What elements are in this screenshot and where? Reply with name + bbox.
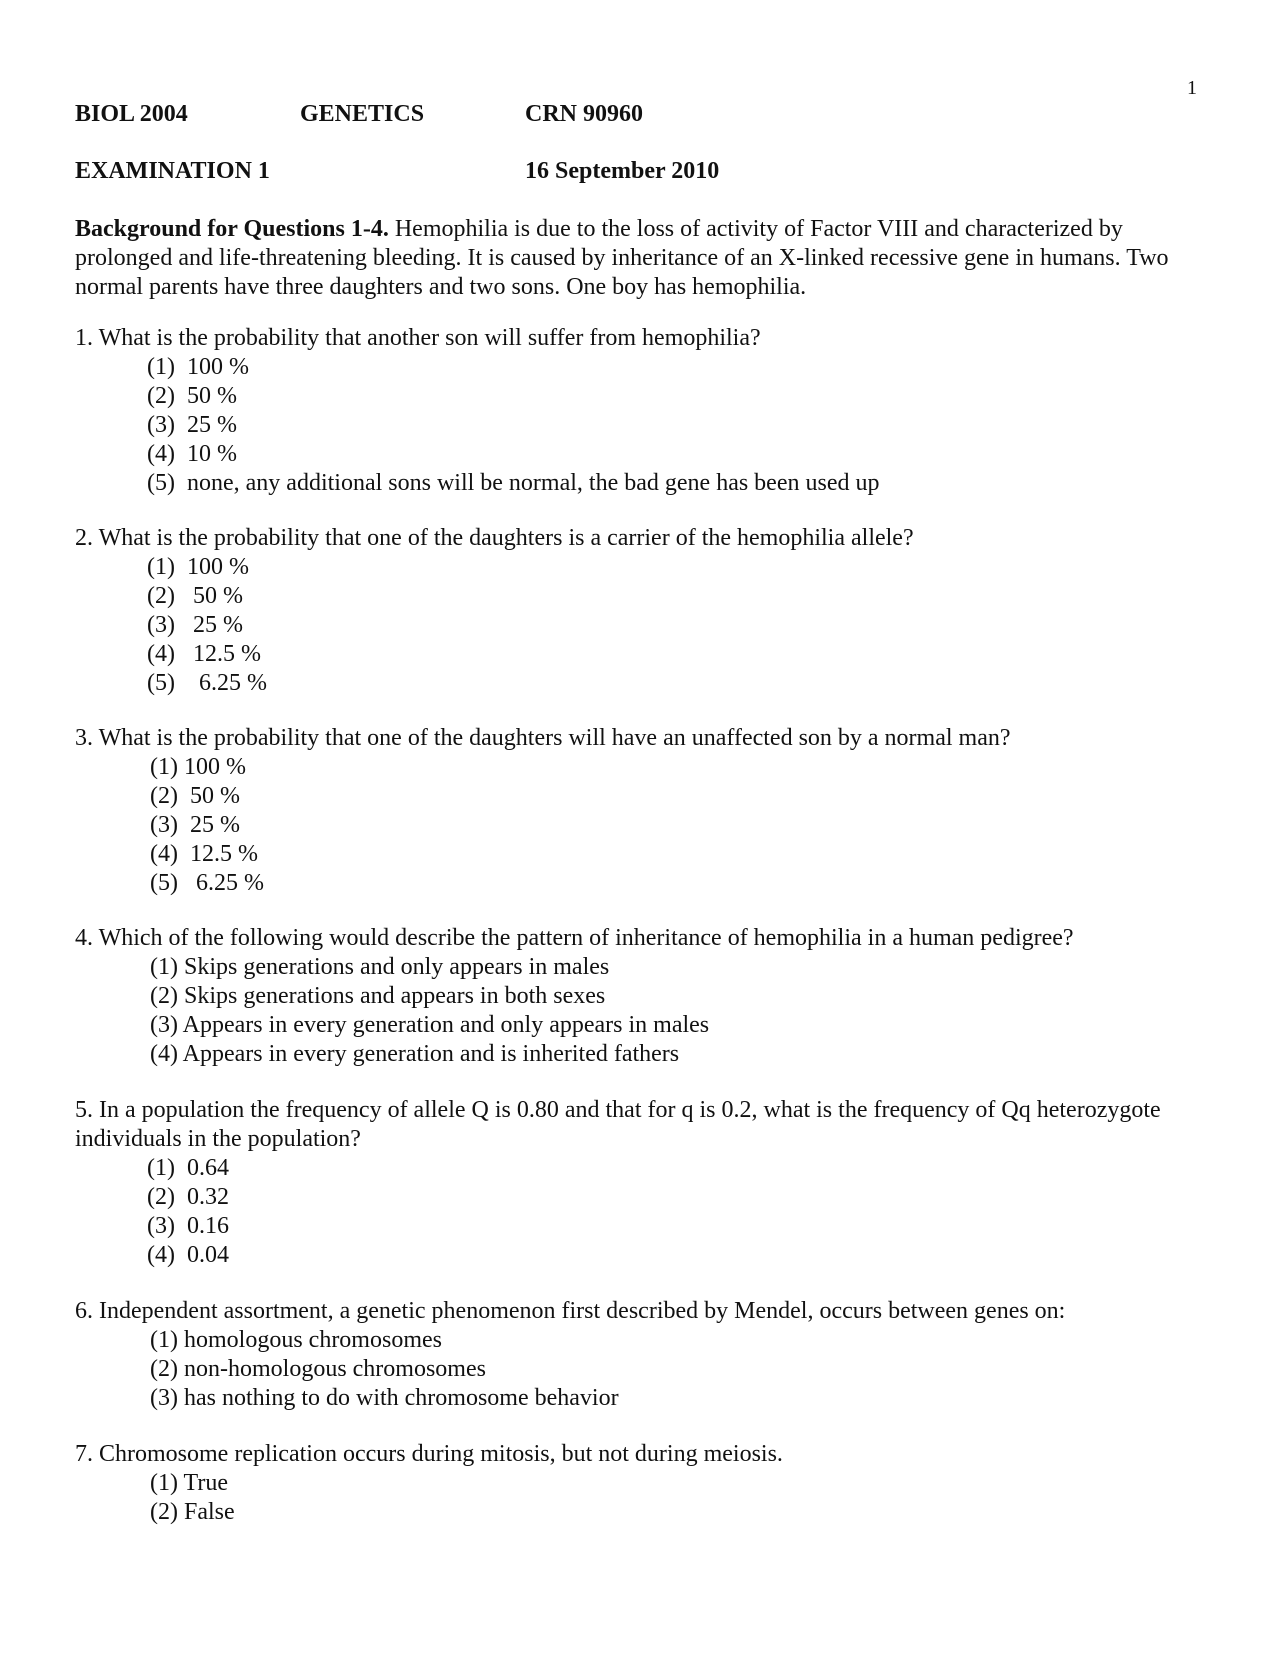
option-list — [75, 1469, 1210, 1527]
option-list — [75, 1154, 1210, 1270]
page-number: 1 — [1187, 77, 1197, 99]
option: (5) 6.25 % — [150, 870, 264, 896]
course-crn: CRN 90960 — [525, 101, 643, 127]
question-text: 7. Chromosome replication occurs during mitosis, but not during meiosis. — [75, 1441, 783, 1467]
background-paragraph — [75, 215, 1210, 302]
option: (4) 12.5 % — [150, 841, 258, 867]
option: (2) 50 % — [147, 383, 237, 409]
option: (5) 6.25 % — [147, 670, 267, 696]
option: (4) 0.04 — [147, 1242, 229, 1268]
option: (1) 100 % — [147, 354, 249, 380]
question-text: 1. What is the probability that another son will suffer from hemophilia? — [75, 325, 761, 351]
option: (2) False — [150, 1499, 235, 1525]
option: (2) 0.32 — [147, 1184, 229, 1210]
option-list — [75, 353, 1210, 498]
option: (1) 100 % — [147, 554, 249, 580]
option: (2) Skips generations and appears in both sexes — [150, 983, 606, 1009]
question-7 — [75, 1440, 1210, 1527]
question-5 — [75, 1096, 1210, 1270]
question-6 — [75, 1297, 1210, 1413]
question-text: 3. What is the probability that one of the daughters will have an unaffected son by a normal man? — [75, 725, 1011, 751]
option: (2) 50 % — [147, 583, 243, 609]
question-1 — [75, 324, 1210, 498]
question-text: 5. In a population the frequency of allele Q is 0.80 and that for q is 0.2, what is the frequency of Qq heterozygote individuals in the population? — [75, 1097, 1161, 1152]
background-label: Background for Questions 1-4. — [75, 216, 389, 242]
exam-date: 16 September 2010 — [525, 158, 720, 184]
option-list — [75, 553, 1210, 698]
option: (2) non-homologous chromosomes — [150, 1356, 486, 1382]
option: (5) none, any additional sons will be normal, the bad gene has been used up — [147, 470, 880, 496]
option: (1) 0.64 — [147, 1155, 229, 1181]
option: (2) 50 % — [150, 783, 240, 809]
question-4 — [75, 924, 1210, 1069]
question-text: 6. Independent assortment, a genetic phenomenon first described by Mendel, occurs between genes on: — [75, 1298, 1066, 1324]
option-list — [75, 753, 1210, 898]
option: (3) 25 % — [147, 612, 243, 638]
option: (4) Appears in every generation and is inherited fathers — [150, 1041, 680, 1067]
option: (3) 25 % — [147, 412, 237, 438]
option: (1) True — [150, 1470, 229, 1496]
course-subject: GENETICS — [300, 101, 425, 127]
option-list — [75, 1326, 1210, 1413]
option: (1) homologous chromosomes — [150, 1327, 442, 1353]
option: (1) 100 % — [150, 754, 246, 780]
exam-title: EXAMINATION 1 — [75, 158, 270, 184]
option: (4) 10 % — [147, 441, 237, 467]
course-code: BIOL 2004 — [75, 101, 188, 127]
question-text: 4. Which of the following would describe the pattern of inheritance of hemophilia in a human pedigree? — [75, 925, 1074, 951]
option: (3) 25 % — [150, 812, 240, 838]
option: (4) 12.5 % — [147, 641, 261, 667]
question-3 — [75, 724, 1210, 898]
option: (3) Appears in every generation and only appears in males — [150, 1012, 710, 1038]
option: (3) 0.16 — [147, 1213, 229, 1239]
option: (3) has nothing to do with chromosome behavior — [150, 1385, 619, 1411]
question-text: 2. What is the probability that one of the daughters is a carrier of the hemophilia allele? — [75, 525, 914, 551]
option-list — [75, 953, 1210, 1069]
option: (1) Skips generations and only appears in males — [150, 954, 610, 980]
question-2 — [75, 524, 1210, 698]
background-text: Hemophilia is due to the loss of activity of Factor VIII and characterized by prolonged and life-threatening bleeding. It is caused by inheritance of an X-linked recessive gene in humans. Two normal parents have three daughters and two sons. One boy has hemophilia. — [75, 216, 1169, 300]
